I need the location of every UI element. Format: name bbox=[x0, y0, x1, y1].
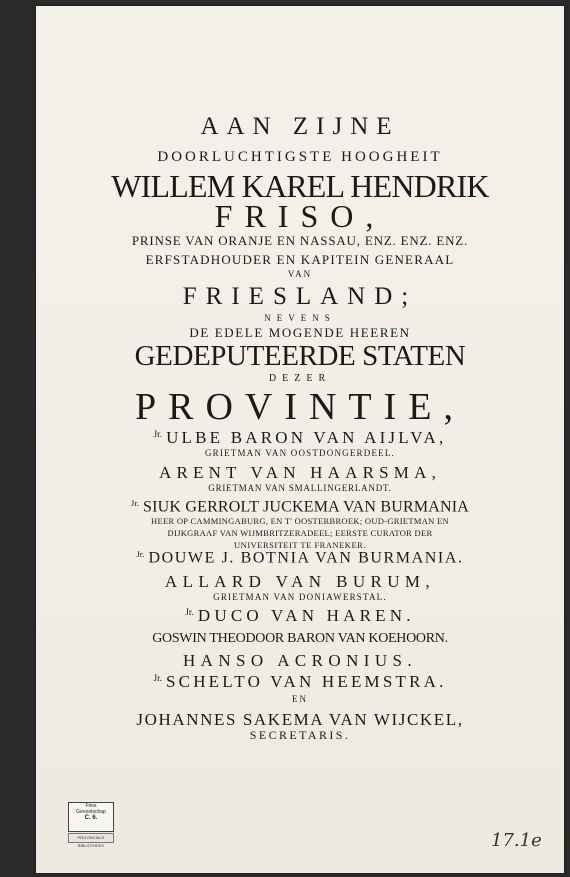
member-name: HANSO ACRONIUS. bbox=[182, 651, 418, 670]
member-title: GRIETMAN VAN SMALLINGERLANDT. bbox=[208, 483, 392, 493]
member-name: ALLARD VAN BURUM, bbox=[164, 572, 436, 591]
member-name: $^{Jr.}$ SIUK GERROLT JUCKEMA VAN BURMANIA bbox=[130, 498, 470, 516]
title-line: DOORLUCHTIGSTE HOOGHEIT bbox=[157, 149, 443, 165]
member-name: $^{Jr.}$ DOUWE J. BOTNIA VAN BURMANIA. bbox=[136, 549, 464, 567]
member-title: GRIETMAN VAN DONIAWERSTAL. bbox=[213, 592, 387, 602]
heading-line: GEDEPUTEERDE STATEN bbox=[134, 340, 466, 372]
connector-line: VAN bbox=[287, 269, 313, 279]
connector-line: NEVENS bbox=[264, 313, 336, 323]
document-sheet bbox=[36, 6, 564, 873]
title-line: PRINSE VAN ORANJE EN NASSAU, ENZ. ENZ. ENZ. bbox=[131, 233, 469, 248]
stamp-text: Genootschap bbox=[76, 809, 106, 815]
text-block bbox=[36, 6, 564, 873]
member-name: $^{Jr.}$ SCHELTO VAN HEEMSTRA. bbox=[153, 672, 447, 691]
dedication-line: AAN ZIJNE bbox=[200, 113, 400, 140]
member-title: UNIVERSITEIT TE FRANEKER. bbox=[234, 540, 366, 550]
member-name: $^{Jr.}$ ULBE BARON VAN AIJLVA, bbox=[153, 428, 447, 447]
member-name: JOHANNES SAKEMA VAN WIJCKEL, bbox=[136, 710, 464, 729]
heading-line: PROVINTIE, bbox=[134, 386, 466, 428]
member-title: GRIETMAN VAN OOSTDONGERDEEL. bbox=[204, 448, 395, 458]
stamp-text: Fries bbox=[85, 803, 97, 809]
member-title: SECRETARIS. bbox=[249, 728, 351, 742]
connector-line: DEZER bbox=[268, 373, 332, 384]
stamp-strip: PROVINCIALE BIBLIOTHEEK bbox=[68, 833, 114, 843]
member-title: HEER OP CAMMINGABURG, EN T' OOSTERBROEK; OUD-GRIETMAN EN bbox=[151, 516, 449, 526]
name-line: WILLEM KAREL HENDRIK bbox=[111, 168, 489, 204]
member-title: DIJKGRAAF VAN WIJMBRITZERADEEL; EERSTE CURATOR DER bbox=[167, 528, 433, 538]
library-stamp bbox=[68, 802, 114, 848]
stamp-label bbox=[68, 802, 114, 832]
member-name: ARENT VAN HAARSMA, bbox=[158, 463, 442, 482]
stamp-code: C. 6. bbox=[84, 815, 98, 821]
name-line: FRISO, bbox=[214, 198, 386, 234]
title-line: DE EDELE MOGENDE HEEREN bbox=[189, 325, 411, 340]
title-line: ERFSTADHOUDER EN KAPITEIN GENERAAL bbox=[145, 252, 455, 267]
handwritten-annotation: 17.1e bbox=[491, 830, 542, 851]
member-name: GOSWIN THEODOOR BARON VAN KOEHOORN. bbox=[152, 631, 448, 646]
province-line: FRIESLAND; bbox=[182, 283, 418, 310]
connector-line: EN bbox=[292, 694, 308, 704]
member-name: $^{Jr.}$ DUCO VAN HAREN. bbox=[185, 606, 415, 625]
